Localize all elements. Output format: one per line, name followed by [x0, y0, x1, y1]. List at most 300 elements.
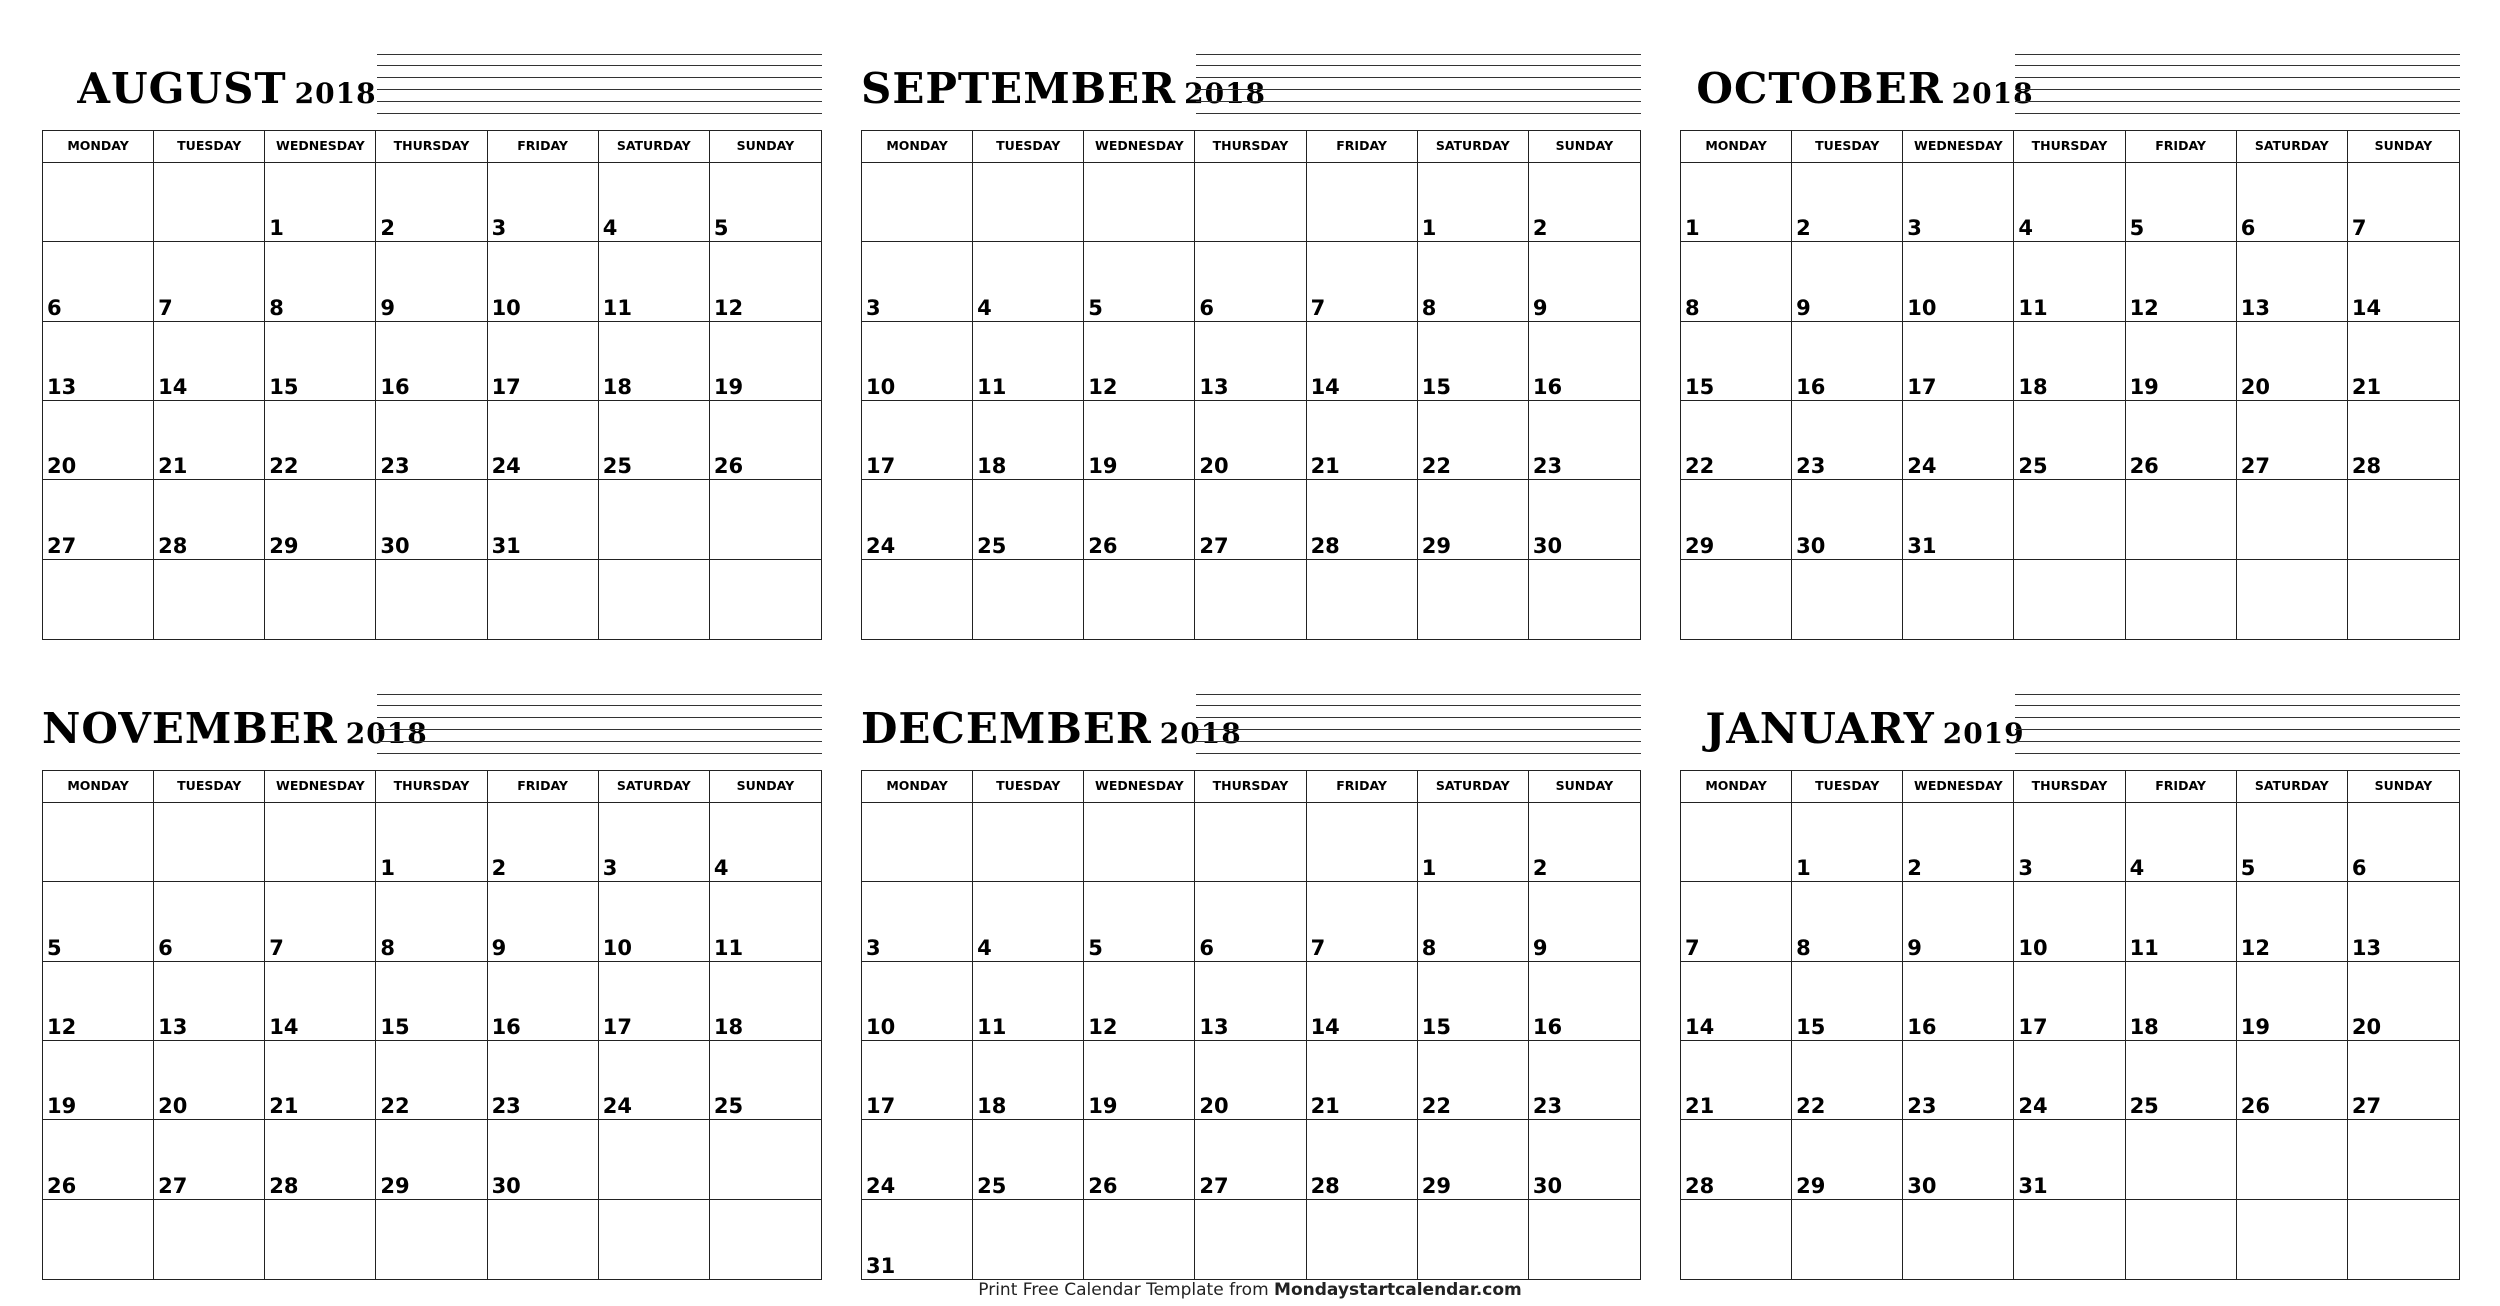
day-cell	[1195, 322, 1306, 401]
day-cell	[265, 803, 376, 882]
day-number: 12	[2129, 295, 2159, 320]
day-number: 2	[1532, 856, 1548, 881]
day-cell	[488, 163, 599, 242]
day-cell	[154, 1041, 265, 1120]
day-cell	[265, 163, 376, 242]
notes-lines	[377, 54, 822, 124]
day-number: 1	[380, 856, 396, 881]
day-cell	[1903, 803, 2014, 882]
day-number: 24	[866, 1173, 896, 1198]
day-cell	[1084, 1120, 1195, 1199]
day-cell	[488, 962, 599, 1041]
day-cell	[2014, 322, 2125, 401]
day-cell	[973, 882, 1084, 961]
weekday-header: SATURDAY	[2237, 131, 2348, 163]
weekday-header: FRIDAY	[1307, 131, 1418, 163]
day-number: 27	[47, 533, 77, 558]
day-number: 20	[2351, 1015, 2382, 1039]
day-cell	[1307, 322, 1418, 401]
day-cell	[1529, 962, 1640, 1041]
day-number: 28	[269, 1173, 299, 1198]
day-number: 11	[977, 1015, 1007, 1039]
weekday-header: SUNDAY	[1529, 771, 1640, 803]
day-cell	[862, 242, 973, 321]
day-cell	[376, 560, 487, 639]
weekday-header: THURSDAY	[2014, 131, 2125, 163]
day-cell	[710, 1200, 821, 1279]
day-cell	[1792, 322, 1903, 401]
day-cell	[1792, 480, 1903, 559]
day-cell	[1084, 803, 1195, 882]
day-cell	[1903, 401, 2014, 480]
day-number: 25	[602, 454, 632, 479]
day-number: 31	[491, 533, 521, 558]
month-header	[861, 680, 1641, 770]
month-grid	[42, 130, 822, 640]
day-number: 12	[713, 295, 744, 320]
weekday-header: WEDNESDAY	[1084, 771, 1195, 803]
day-cell	[2237, 242, 2348, 321]
day-cell	[1084, 163, 1195, 242]
day-cell	[862, 322, 973, 401]
month-name: AUGUST	[77, 64, 287, 113]
day-number: 2	[491, 856, 507, 881]
note-line	[2015, 717, 2460, 718]
weekday-header: FRIDAY	[1307, 771, 1418, 803]
day-number: 30	[380, 533, 410, 558]
day-cell	[599, 1120, 710, 1199]
day-number: 26	[2240, 1094, 2270, 1119]
day-cell	[1307, 1120, 1418, 1199]
day-cell	[2348, 242, 2459, 321]
day-number: 14	[2351, 295, 2382, 320]
weekday-header: SUNDAY	[2348, 131, 2459, 163]
weekday-header: MONDAY	[43, 771, 154, 803]
day-cell	[973, 401, 1084, 480]
day-number: 22	[269, 454, 299, 479]
note-line	[1196, 694, 1641, 695]
day-cell	[2237, 1041, 2348, 1120]
month-title	[1680, 64, 2050, 113]
day-number: 8	[1421, 935, 1437, 960]
day-cell	[1307, 1041, 1418, 1120]
day-cell	[973, 1041, 1084, 1120]
day-number: 22	[1685, 454, 1715, 479]
day-cell	[43, 322, 154, 401]
day-number: 14	[1310, 1015, 1340, 1039]
note-line	[1196, 77, 1641, 78]
day-cell	[2237, 1120, 2348, 1199]
day-cell	[1307, 242, 1418, 321]
day-cell	[376, 242, 487, 321]
day-cell	[599, 1200, 710, 1279]
day-number: 29	[1421, 533, 1451, 558]
day-number: 16	[380, 375, 410, 399]
day-cell	[1681, 401, 1792, 480]
day-number: 17	[1907, 375, 1937, 399]
day-number: 13	[1199, 375, 1229, 399]
day-cell	[1681, 1200, 1792, 1279]
day-cell	[154, 1200, 265, 1279]
day-number: 5	[2129, 216, 2145, 241]
weekday-header: THURSDAY	[376, 771, 487, 803]
day-cell	[1307, 480, 1418, 559]
month-grid	[42, 770, 822, 1280]
day-cell	[488, 1120, 599, 1199]
day-cell	[154, 962, 265, 1041]
day-cell	[2014, 803, 2125, 882]
day-cell	[599, 163, 710, 242]
day-cell	[973, 1120, 1084, 1199]
day-cell	[973, 803, 1084, 882]
day-number: 14	[158, 375, 188, 399]
day-cell	[154, 1120, 265, 1199]
day-cell	[1903, 480, 2014, 559]
day-number: 15	[1421, 1015, 1451, 1039]
day-number: 5	[2240, 856, 2256, 881]
note-line	[377, 89, 822, 90]
day-number: 7	[2351, 216, 2367, 241]
day-cell	[1418, 322, 1529, 401]
day-number: 19	[47, 1094, 77, 1119]
day-cell	[973, 242, 1084, 321]
day-cell	[862, 803, 973, 882]
day-cell	[1195, 962, 1306, 1041]
day-cell	[1792, 1120, 1903, 1199]
day-cell	[1195, 163, 1306, 242]
day-number: 26	[1088, 1173, 1118, 1198]
month-grid	[1680, 130, 2460, 640]
day-cell	[1195, 803, 1306, 882]
day-cell	[1195, 480, 1306, 559]
month-header	[861, 40, 1641, 130]
weekday-header: TUESDAY	[973, 131, 1084, 163]
day-number: 2	[1532, 216, 1548, 241]
day-cell	[1195, 560, 1306, 639]
day-number: 2	[1907, 856, 1922, 881]
month-grid	[861, 130, 1641, 640]
day-cell	[2348, 322, 2459, 401]
weekday-header: SATURDAY	[599, 131, 710, 163]
day-number: 4	[977, 295, 992, 320]
day-cell	[376, 163, 487, 242]
notes-lines	[2015, 694, 2460, 764]
day-number: 5	[1088, 935, 1103, 960]
day-number: 8	[269, 295, 284, 320]
day-number: 24	[491, 454, 521, 479]
footer-credit	[0, 1280, 2500, 1300]
day-number: 26	[1088, 533, 1118, 558]
day-cell	[488, 882, 599, 961]
day-number: 27	[2240, 454, 2270, 479]
note-line	[1196, 54, 1641, 55]
day-number: 17	[866, 1094, 896, 1119]
day-number: 14	[1685, 1015, 1715, 1039]
day-cell	[1195, 882, 1306, 961]
weekday-header: FRIDAY	[2126, 771, 2237, 803]
day-cell	[1195, 1200, 1306, 1279]
weekday-header: THURSDAY	[1195, 771, 1306, 803]
day-cell	[862, 560, 973, 639]
day-number: 1	[1685, 216, 1700, 241]
day-cell	[710, 962, 821, 1041]
day-cell	[973, 560, 1084, 639]
month-calendar-december	[861, 680, 1641, 1300]
day-number: 12	[47, 1015, 77, 1039]
day-cell	[154, 401, 265, 480]
note-line	[1196, 741, 1641, 742]
day-cell	[1681, 242, 1792, 321]
month-title	[42, 64, 412, 113]
day-number: 19	[1088, 1094, 1118, 1119]
day-cell	[2014, 962, 2125, 1041]
day-cell	[1903, 1120, 2014, 1199]
day-number: 29	[1685, 533, 1715, 558]
month-grid	[1680, 770, 2460, 1280]
day-number: 13	[2351, 935, 2382, 960]
day-number: 28	[1310, 1173, 1340, 1198]
day-number: 18	[602, 375, 632, 399]
day-cell	[1903, 882, 2014, 961]
day-cell	[1681, 962, 1792, 1041]
day-number: 14	[269, 1015, 299, 1039]
day-number: 26	[2129, 454, 2159, 479]
footer-prefix: Print Free Calendar Template from	[978, 1280, 1269, 1300]
day-number: 2	[1796, 216, 1811, 241]
note-line	[2015, 65, 2460, 66]
day-cell	[154, 882, 265, 961]
day-cell	[2126, 322, 2237, 401]
day-number: 16	[1532, 375, 1563, 399]
day-number: 20	[158, 1094, 188, 1119]
day-cell	[1529, 401, 1640, 480]
note-line	[377, 113, 822, 114]
day-number: 15	[269, 375, 299, 399]
month-grid	[861, 770, 1641, 1280]
day-cell	[862, 962, 973, 1041]
day-cell	[2014, 560, 2125, 639]
month-name: SEPTEMBER	[861, 64, 1177, 113]
day-number: 19	[713, 375, 744, 399]
day-cell	[1529, 803, 1640, 882]
day-cell	[1307, 401, 1418, 480]
day-number: 22	[380, 1094, 410, 1119]
day-cell	[2126, 242, 2237, 321]
day-number: 26	[47, 1173, 77, 1198]
note-line	[377, 753, 822, 754]
day-cell	[599, 560, 710, 639]
day-cell	[265, 560, 376, 639]
weekday-header: FRIDAY	[488, 771, 599, 803]
month-title	[861, 64, 1267, 113]
day-cell	[1307, 803, 1418, 882]
day-number: 8	[1685, 295, 1700, 320]
day-cell	[862, 882, 973, 961]
day-cell	[154, 803, 265, 882]
day-number: 3	[2018, 856, 2034, 881]
day-cell	[154, 242, 265, 321]
month-calendar-august	[42, 40, 822, 660]
day-cell	[2348, 962, 2459, 1041]
day-cell	[2348, 1120, 2459, 1199]
month-calendar-january	[1680, 680, 2460, 1300]
day-number: 8	[380, 935, 396, 960]
day-cell	[376, 1120, 487, 1199]
day-number: 20	[47, 454, 77, 479]
day-cell	[1084, 401, 1195, 480]
day-cell	[2126, 1200, 2237, 1279]
day-cell	[2126, 962, 2237, 1041]
day-cell	[265, 962, 376, 1041]
day-cell	[2014, 401, 2125, 480]
day-cell	[2237, 962, 2348, 1041]
day-number: 2	[380, 216, 396, 241]
day-cell	[1681, 322, 1792, 401]
day-cell	[2014, 242, 2125, 321]
weekday-header: WEDNESDAY	[1903, 131, 2014, 163]
day-cell	[599, 401, 710, 480]
day-cell	[1681, 480, 1792, 559]
day-number: 4	[713, 856, 729, 881]
day-number: 30	[491, 1173, 521, 1198]
day-number: 24	[2018, 1094, 2048, 1119]
day-number: 21	[1310, 1094, 1340, 1119]
day-number: 9	[1532, 295, 1548, 320]
note-line	[1196, 113, 1641, 114]
day-number: 7	[158, 295, 173, 320]
day-cell	[376, 1041, 487, 1120]
day-cell	[1903, 322, 2014, 401]
day-number: 25	[977, 1173, 1007, 1198]
day-number: 16	[1532, 1015, 1563, 1039]
day-number: 30	[1796, 533, 1826, 558]
day-cell	[599, 882, 710, 961]
day-number: 3	[602, 856, 618, 881]
day-number: 12	[2240, 935, 2270, 960]
day-number: 5	[1088, 295, 1103, 320]
day-cell	[1529, 480, 1640, 559]
day-number: 18	[2018, 375, 2048, 399]
day-number: 1	[269, 216, 284, 241]
month-header	[1680, 40, 2460, 130]
day-cell	[599, 803, 710, 882]
day-number: 12	[1088, 1015, 1118, 1039]
day-cell	[599, 242, 710, 321]
day-number: 28	[1310, 533, 1340, 558]
day-cell	[862, 480, 973, 559]
weekday-header: TUESDAY	[1792, 771, 1903, 803]
day-cell	[862, 163, 973, 242]
day-cell	[2126, 882, 2237, 961]
day-cell	[154, 560, 265, 639]
day-number: 25	[713, 1094, 744, 1119]
month-year: 2019	[1942, 717, 2025, 750]
day-cell	[1307, 882, 1418, 961]
day-cell	[488, 1041, 599, 1120]
day-number: 11	[2018, 295, 2048, 320]
weekday-header: WEDNESDAY	[1903, 771, 2014, 803]
day-cell	[1792, 163, 1903, 242]
day-cell	[1529, 1120, 1640, 1199]
day-cell	[1418, 163, 1529, 242]
day-number: 4	[2018, 216, 2034, 241]
weekday-header: MONDAY	[862, 131, 973, 163]
day-cell	[2014, 480, 2125, 559]
note-line	[2015, 694, 2460, 695]
day-number: 31	[1907, 533, 1937, 558]
day-cell	[154, 163, 265, 242]
day-cell	[265, 1041, 376, 1120]
day-number: 7	[1685, 935, 1700, 960]
day-number: 17	[866, 454, 896, 479]
notes-lines	[377, 694, 822, 764]
day-number: 25	[2129, 1094, 2159, 1119]
day-number: 5	[47, 935, 62, 960]
day-cell	[1681, 560, 1792, 639]
day-number: 11	[977, 375, 1007, 399]
day-cell	[1307, 962, 1418, 1041]
day-number: 10	[1907, 295, 1937, 320]
day-cell	[488, 1200, 599, 1279]
day-number: 27	[2351, 1094, 2382, 1119]
weekday-header: WEDNESDAY	[1084, 131, 1195, 163]
day-cell	[1195, 401, 1306, 480]
day-number: 24	[866, 533, 896, 558]
day-cell	[1903, 163, 2014, 242]
day-cell	[1529, 1200, 1640, 1279]
day-number: 5	[713, 216, 729, 241]
day-number: 30	[1532, 1173, 1563, 1198]
day-number: 21	[269, 1094, 299, 1119]
day-number: 17	[2018, 1015, 2048, 1039]
day-number: 22	[1421, 1094, 1451, 1119]
day-cell	[710, 480, 821, 559]
day-cell	[1418, 882, 1529, 961]
day-cell	[43, 480, 154, 559]
weekday-header: SATURDAY	[1418, 131, 1529, 163]
month-year: 2018	[1159, 717, 1242, 750]
day-cell	[862, 1120, 973, 1199]
day-number: 13	[158, 1015, 188, 1039]
day-cell	[710, 1120, 821, 1199]
day-cell	[43, 1041, 154, 1120]
day-cell	[376, 962, 487, 1041]
day-cell	[1084, 1041, 1195, 1120]
day-number: 31	[2018, 1173, 2048, 1198]
day-number: 13	[1199, 1015, 1229, 1039]
month-header	[42, 680, 822, 770]
day-number: 7	[269, 935, 284, 960]
day-cell	[1792, 401, 1903, 480]
day-cell	[1084, 962, 1195, 1041]
day-number: 23	[1907, 1094, 1937, 1119]
day-cell	[2237, 1200, 2348, 1279]
weekday-header: FRIDAY	[488, 131, 599, 163]
day-cell	[2237, 322, 2348, 401]
day-cell	[973, 322, 1084, 401]
day-number: 21	[1685, 1094, 1715, 1119]
day-number: 10	[866, 375, 896, 399]
note-line	[2015, 89, 2460, 90]
day-cell	[1307, 163, 1418, 242]
day-cell	[2237, 803, 2348, 882]
month-name: DECEMBER	[861, 704, 1152, 753]
day-number: 28	[158, 533, 188, 558]
day-number: 1	[1421, 216, 1437, 241]
day-number: 3	[491, 216, 507, 241]
day-cell	[2014, 163, 2125, 242]
day-cell	[710, 560, 821, 639]
